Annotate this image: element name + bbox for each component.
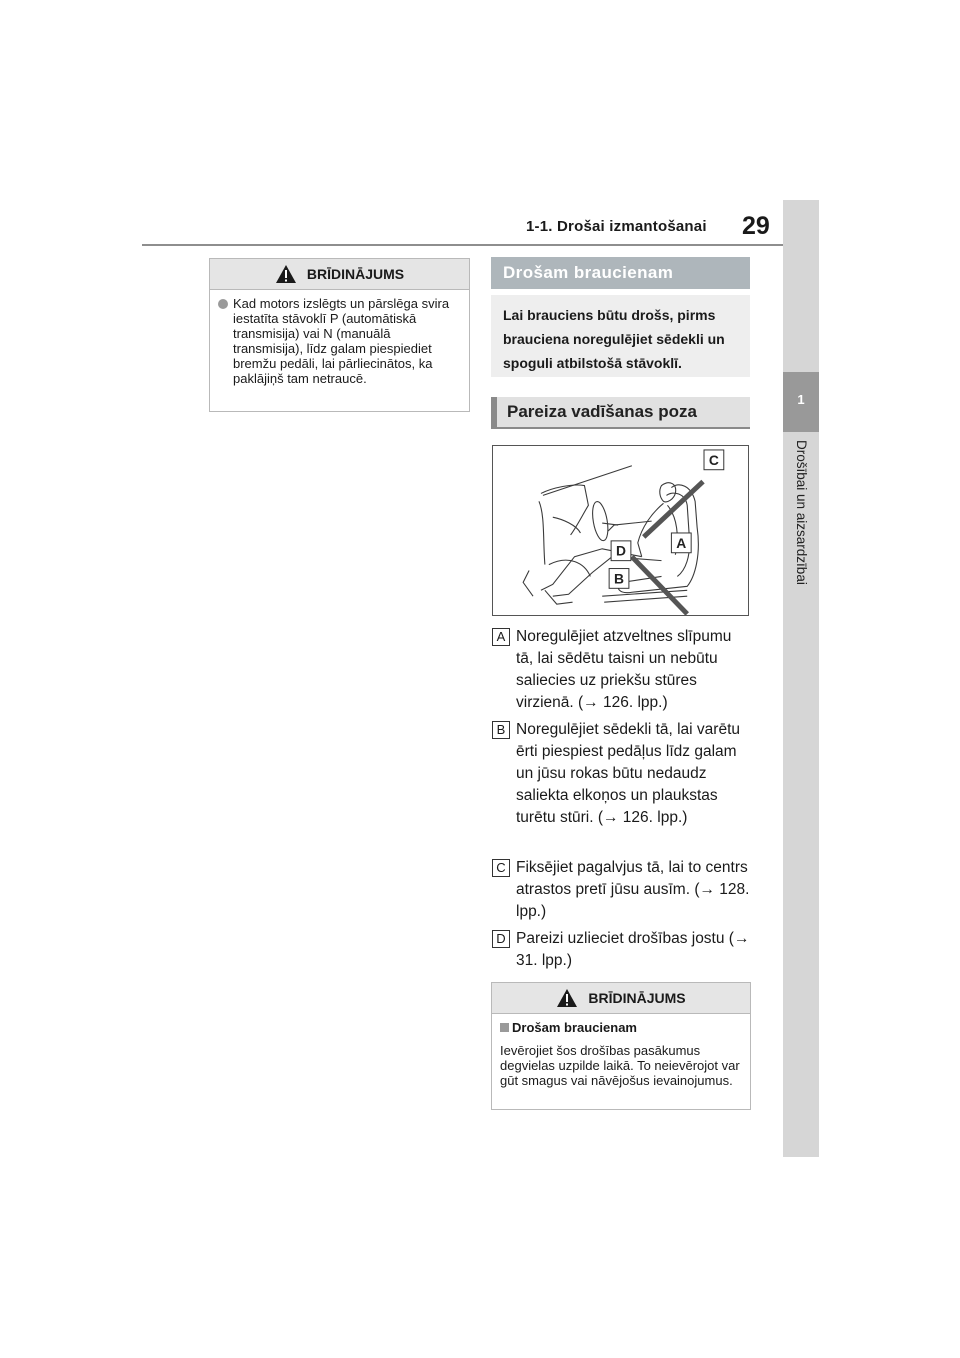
- warning-item: [218, 296, 461, 386]
- warning-subtitle: Drošam braucienam: [512, 1020, 637, 1035]
- item-text: Noregulējiet atzveltnes slīpumu tā, lai sēdētu taisni un nebūtu saliecies uz priekšu stūres virzienā. (→ 126. lpp.): [516, 628, 732, 711]
- warning-subtitle-row: [500, 1020, 742, 1035]
- warning-item-text: Kad motors izslēgts un pārslēga svira iestatīta stāvoklī P (automātiskā transmisija) vai N (manuālā transmisija), līdz galam piespiediet bremžu pedāli, lai pārliecinātos, ka paklājiņš tam netraucē.: [233, 296, 450, 386]
- illustration-label-d: D: [615, 542, 626, 559]
- square-bullet-icon: [500, 1023, 509, 1032]
- sub-heading: Pareiza vadīšanas poza: [491, 397, 750, 429]
- list-item: [492, 928, 750, 972]
- side-tab: [783, 200, 819, 1157]
- warning-title: BRĪDINĀJUMS: [588, 990, 686, 1006]
- list-item: [492, 719, 750, 829]
- driving-posture-illustration: [492, 445, 749, 616]
- warning-body: [492, 1014, 750, 1094]
- chapter-title: Drošībai un aizsardzībai: [794, 440, 809, 585]
- chapter-number: 1: [797, 392, 805, 407]
- warning-header: [210, 259, 469, 290]
- warning-header: [492, 983, 750, 1014]
- item-marker: D: [492, 930, 510, 948]
- warning-icon: [556, 988, 578, 1008]
- item-marker: C: [492, 859, 510, 877]
- warning-icon: [275, 264, 297, 284]
- list-item: [492, 626, 750, 714]
- warning-box-left: [209, 258, 470, 412]
- item-marker: B: [492, 721, 510, 739]
- illustration-label-b: B: [614, 570, 625, 587]
- section-title: 1-1. Drošai izmantošanai: [526, 218, 707, 235]
- bullet-icon: [218, 299, 228, 309]
- item-text: Noregulējiet sēdekli tā, lai varētu ērti piespiest pedāļus līdz galam un jūsu rokas būtu nedaudz saliekta elkoņos un plaukstas turētu stūri. (→ 126. lpp.): [516, 721, 741, 826]
- item-text: Pareizi uzlieciet drošības jostu (→ 31. lpp.): [516, 930, 750, 969]
- warning-text: Ievērojiet šos drošības pasākumus degvielas uzpilde laikā. To neievērojot var gūt smagus vai nāvējošus ievainojumus.: [500, 1043, 740, 1088]
- list-item: [492, 857, 750, 923]
- warning-body: [210, 290, 469, 392]
- page-number: 29: [742, 212, 770, 240]
- intro-text: Lai brauciens būtu drošs, pirms brauciena noregulējiet sēdekli un spoguli atbilstošā stāvoklī.: [491, 295, 750, 377]
- header-rule: [142, 244, 784, 246]
- warning-box-right: [491, 982, 751, 1110]
- item-text: Fiksējiet pagalvjus tā, lai to centrs atrastos pretī jūsu ausīm. (→ 128. lpp.): [516, 859, 750, 920]
- warning-title: BRĪDINĀJUMS: [306, 266, 405, 282]
- illustration-label-a: A: [676, 534, 687, 551]
- section-heading: Drošam braucienam: [491, 257, 750, 289]
- illustration-label-c: C: [708, 451, 719, 468]
- item-marker: A: [492, 628, 510, 646]
